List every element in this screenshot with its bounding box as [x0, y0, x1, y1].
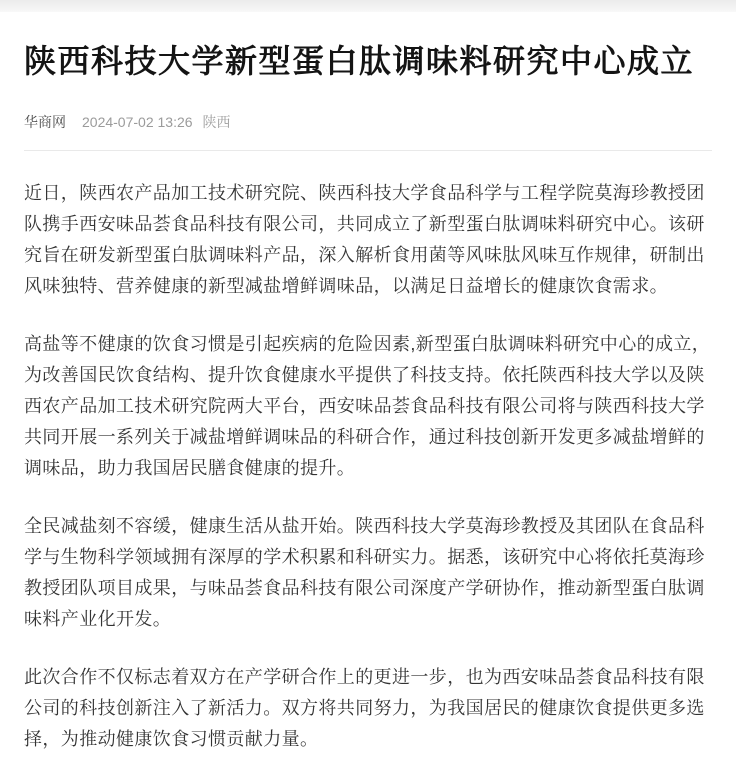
- publish-datetime: 2024-07-02 13:26: [82, 114, 193, 131]
- source-name: 华商网: [24, 114, 66, 131]
- article-meta: [24, 112, 712, 132]
- location-tag: 陕西: [202, 114, 231, 131]
- article-body: [24, 178, 712, 754]
- divider: [24, 150, 712, 151]
- article-title: 陕西科技大学新型蛋白肽调味料研究中心成立: [24, 43, 695, 79]
- article-paragraph: 全民减盐刻不容缓，健康生活从盐开始。陕西科技大学莫海珍教授及其团队在食品科学与生物科学领域拥有深厚的学术积累和科研实力。据悉，该研究中心将依托莫海珍教授团队项目成果，与味品荟食品科技有限公司深度产学研协作，推动新型蛋白肽调味料产业化开发。: [24, 515, 705, 629]
- article-paragraph: 高盐等不健康的饮食习惯是引起疾病的危险因素,新型蛋白肽调味料研究中心的成立，为改善国民饮食结构、提升饮食健康水平提供了科技支持。依托陕西科技大学以及陕西农产品加工技术研究院两大平台，西安味品荟食品科技有限公司将与陕西科技大学共同开展一系列关于减盐增鲜调味品的科研合作，通过科技创新开发更多减盐增鲜的调味品，助力我国居民膳食健康的提升。: [24, 334, 711, 478]
- article-page: [0, 40, 736, 754]
- article-paragraph: 此次合作不仅标志着双方在产学研合作上的更进一步，也为西安味品荟食品科技有限公司的科技创新注入了新活力。双方将共同努力，为我国居民的健康饮食提供更多选择，为推动健康饮食习惯贡献力量。: [24, 666, 705, 749]
- top-page-edge-bar: [0, 0, 736, 12]
- article-paragraph: 近日，陕西农产品加工技术研究院、陕西科技大学食品科学与工程学院莫海珍教授团队携手西安味品荟食品科技有限公司，共同成立了新型蛋白肽调味料研究中心。该研究旨在研发新型蛋白肽调味料产品，深入解析食用菌等风味肽风味互作规律，研制出风味独特、营养健康的新型减盐增鲜调味品，以满足日益增长的健康饮食需求。: [24, 183, 705, 297]
